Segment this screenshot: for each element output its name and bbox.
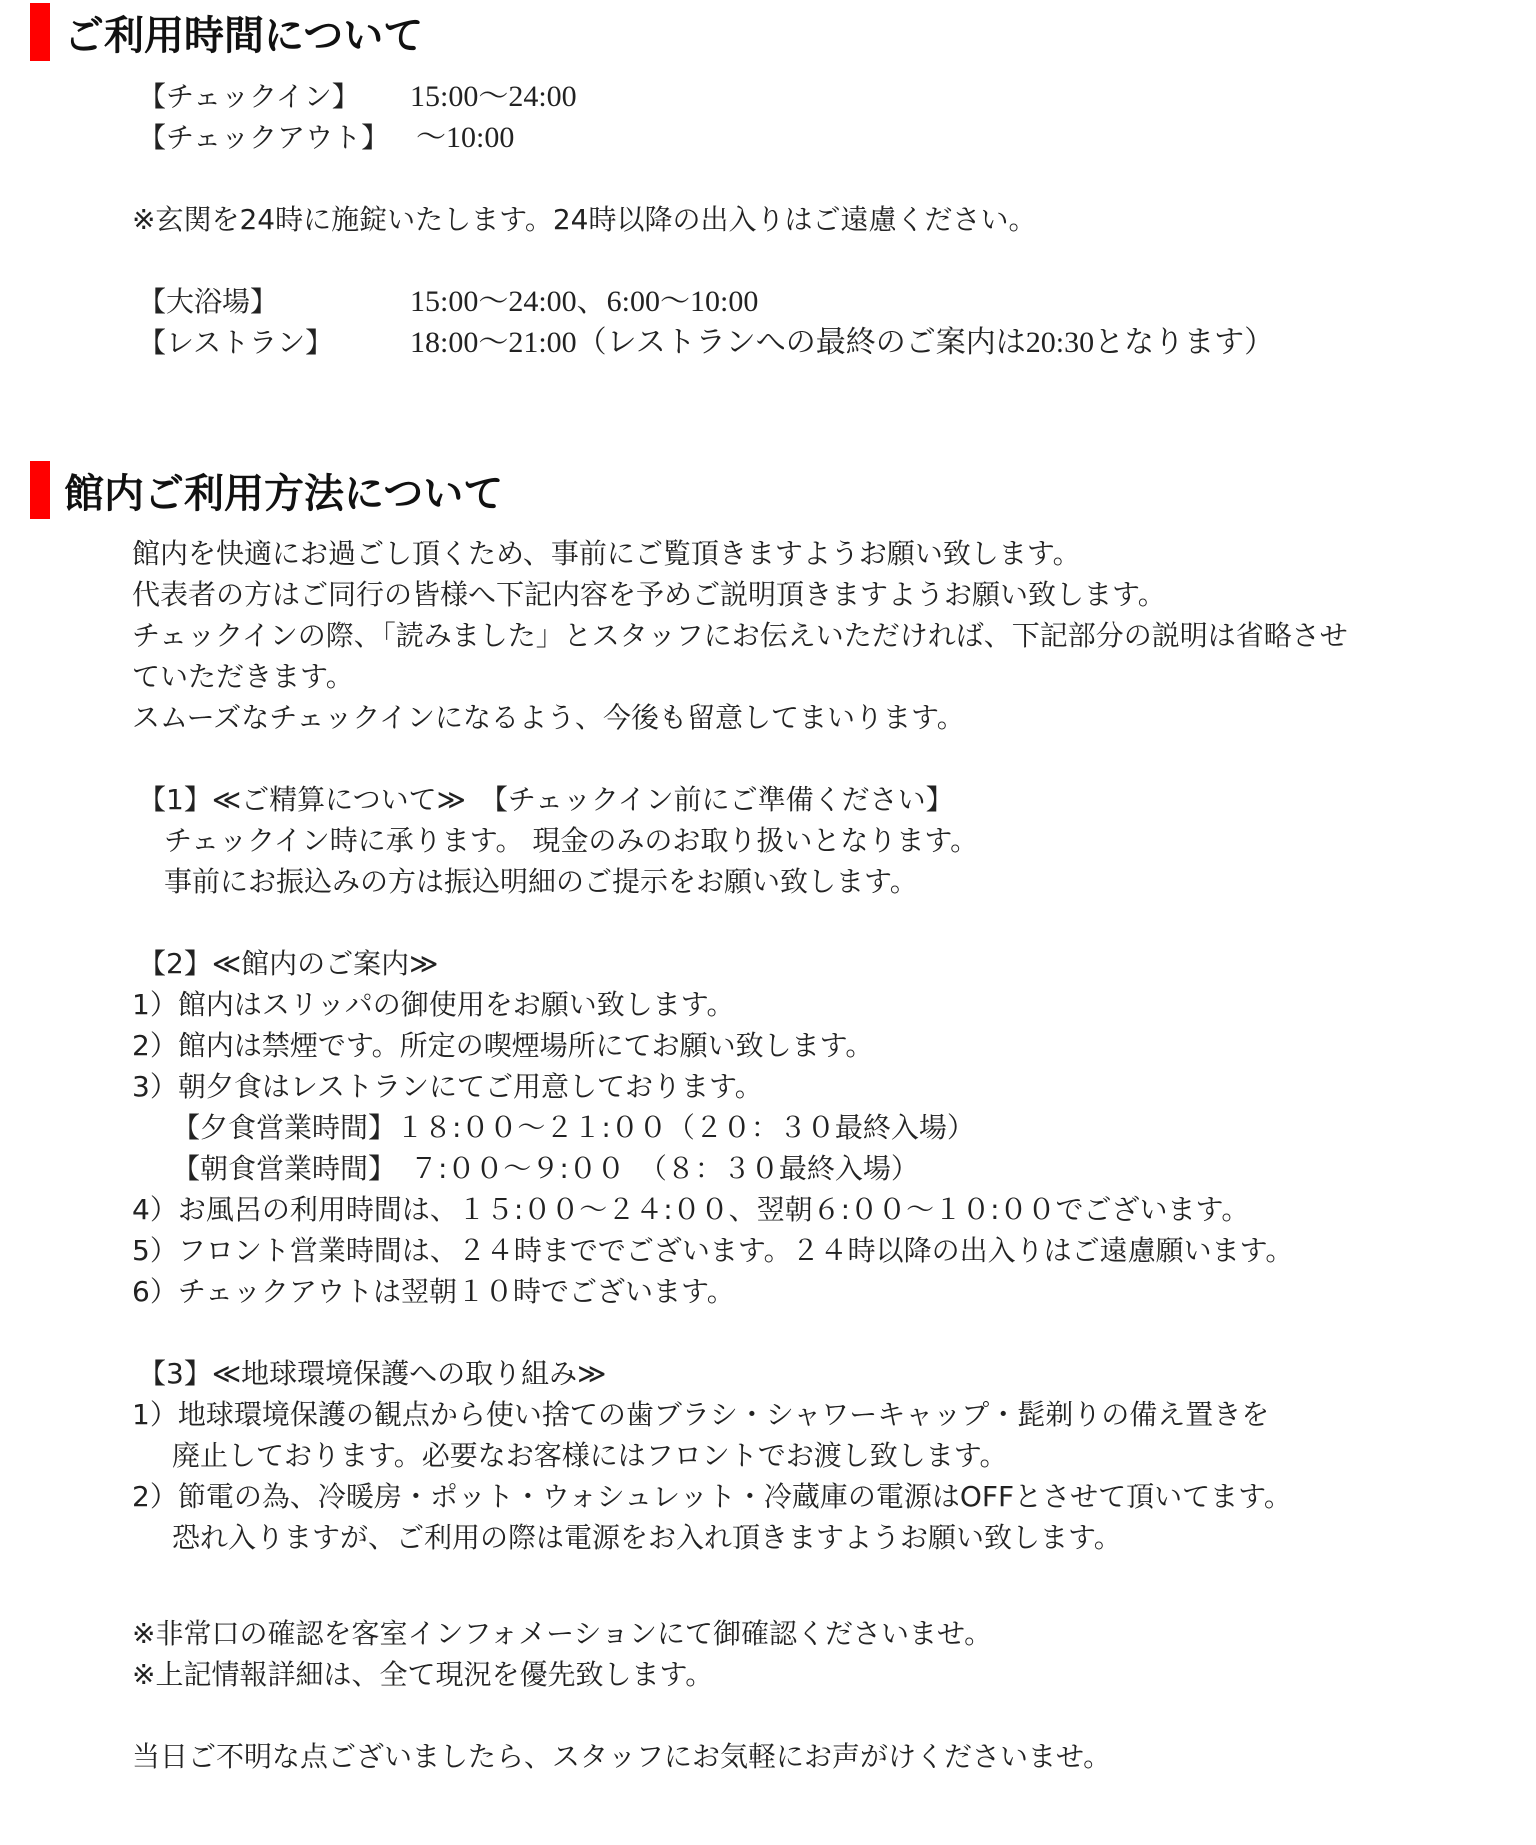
door-lock-note: ※玄関を24時に施錠いたします。24時以降の出入りはご遠慮ください。 [132,203,1037,236]
section-heading-usage [30,460,503,520]
emergency-exit-note: ※非常口の確認を客室インフォメーションにて御確認くださいませ。 [132,1617,993,1650]
closing-message: 当日ご不明な点ございましたら、スタッフにお気軽にお声がけくださいませ。 [132,1740,1112,1773]
guide-item: 1）館内はスリッパの御使用をお願い致します。 [132,988,735,1021]
checkin-label: 【チェックイン】 [138,80,360,113]
eco-item: 2）節電の為、冷暖房・ポット・ウォシュレット・冷蔵庫の電源はOFFとさせて頂いてます。 [132,1480,1292,1513]
eco-item: 1）地球環境保護の観点から使い捨ての歯ブラシ・シャワーキャップ・髭剃りの備え置きを [132,1398,1270,1431]
guide-item: 3）朝夕食はレストランにてご用意しております。 [132,1070,763,1103]
payment-line: チェックイン時に承ります。 現金のみのお取り扱いとなります。 [164,824,979,857]
intro-line: スムーズなチェックインになるよう、今後も留意してまいります。 [132,701,965,734]
eco-heading: 【3】≪地球環境保護への取り組み≫ [138,1357,607,1390]
intro-line: 代表者の方はご同行の皆様へ下記内容を予めご説明頂きますようお願い致します。 [132,578,1166,611]
restaurant-label: 【レストラン】 [138,326,334,359]
payment-heading: 【1】≪ご精算について≫ 【チェックイン前にご準備ください】 [138,783,954,816]
intro-line: ていただきます。 [132,660,354,693]
section-title-usage: 館内ご利用方法について [64,470,504,517]
checkout-label: 【チェックアウト】 [138,121,390,154]
section-heading-hours [30,2,423,62]
guide-item: 4）お風呂の利用時間は、１５:００〜２４:００、翌朝６:００〜１０:００でございます。 [132,1193,1250,1226]
payment-line: 事前にお振込みの方は振込明細のご提示をお願い致します。 [164,865,918,898]
checkin-value: 15:00〜24:00 [410,80,577,113]
bath-label: 【大浴場】 [138,285,279,318]
dinner-hours: 【夕食営業時間】１８:００〜２１:００（２０：３０最終入場） [172,1111,975,1144]
eco-item-continued: 恐れ入りますが、ご利用の際は電源をお入れ頂きますようお願い致します。 [172,1521,1122,1554]
section-title-hours: ご利用時間について [64,12,424,59]
heading-accent-bar [30,461,50,519]
breakfast-hours: 【朝食営業時間】 ７:００〜９:００ （８：３０最終入場） [172,1152,919,1185]
guide-item: 5）フロント営業時間は、２４時まででございます。２４時以降の出入りはご遠慮願います。 [132,1234,1294,1267]
guide-heading: 【2】≪館内のご案内≫ [138,947,439,980]
checkout-value: 〜10:00 [416,121,515,154]
guide-item: 6）チェックアウトは翌朝１０時でございます。 [132,1275,735,1308]
intro-line: チェックインの際、「読みました」とスタッフにお伝えいただければ、下記部分の説明は省略させ [132,619,1348,652]
restaurant-value: 18:00〜21:00（レストランへの最終のご案内は20:30となります） [410,326,1275,359]
intro-line: 館内を快適にお過ごし頂くため、事前にご覧頂きますようお願い致します。 [132,537,1081,570]
heading-accent-bar [30,3,50,61]
eco-item-continued: 廃止しております。必要なお客様にはフロントでお渡し致します。 [172,1439,1008,1472]
bath-value: 15:00〜24:00、6:00〜10:00 [410,285,759,318]
current-status-note: ※上記情報詳細は、全て現況を優先致します。 [132,1658,714,1691]
guide-item: 2）館内は禁煙です。所定の喫煙場所にてお願い致します。 [132,1029,874,1062]
